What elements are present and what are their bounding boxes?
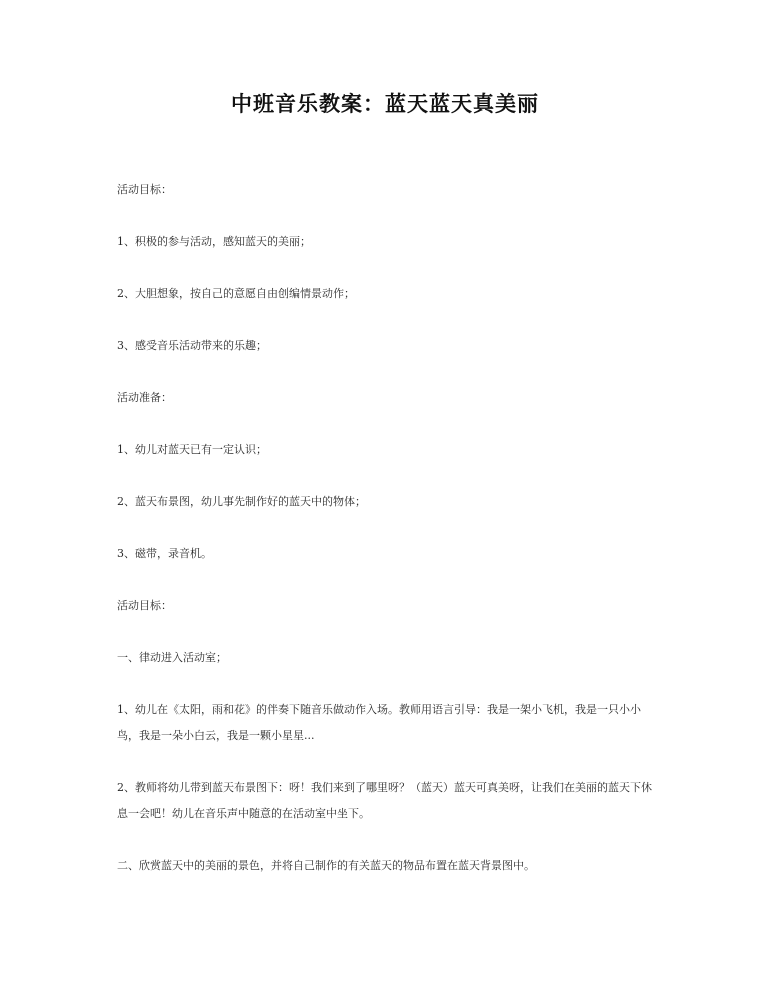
paragraph: 3、磁带，录音机。 (117, 547, 212, 560)
paragraph: 一、律动进入活动室； (117, 651, 227, 664)
paragraph: 1、幼儿在《太阳，雨和花》的伴奏下随音乐做动作入场。教师用语言引导：我是一架小飞机，我是一只小小鸟，我是一朵小白云，我是一颗小星星... (117, 703, 641, 742)
paragraph: 2、蓝天布景图，幼儿事先制作好的蓝天中的物体； (117, 495, 366, 508)
paragraph: 二、欣赏蓝天中的美丽的景色，并将自己制作的有关蓝天的物品布置在蓝天背景图中。 (117, 859, 535, 872)
document-title: 中班音乐教案：蓝天蓝天真美丽 (231, 91, 539, 116)
section-heading: 活动准备： (117, 391, 172, 404)
section-heading: 活动目标： (117, 599, 172, 612)
paragraph: 3、感受音乐活动带来的乐趣； (117, 339, 267, 352)
paragraph: 1、积极的参与活动，感知蓝天的美丽； (117, 235, 311, 248)
paragraph: 2、大胆想象，按自己的意愿自由创编情景动作； (117, 287, 355, 300)
paragraph: 2、教师将幼儿带到蓝天布景图下：呀！我们来到了哪里呀？（蓝天）蓝天可真美呀，让我们在美丽的蓝天下休息一会吧！幼儿在音乐声中随意的在活动室中坐下。 (117, 781, 652, 820)
paragraph: 1、幼儿对蓝天已有一定认识； (117, 443, 267, 456)
section-heading: 活动目标： (117, 183, 172, 196)
